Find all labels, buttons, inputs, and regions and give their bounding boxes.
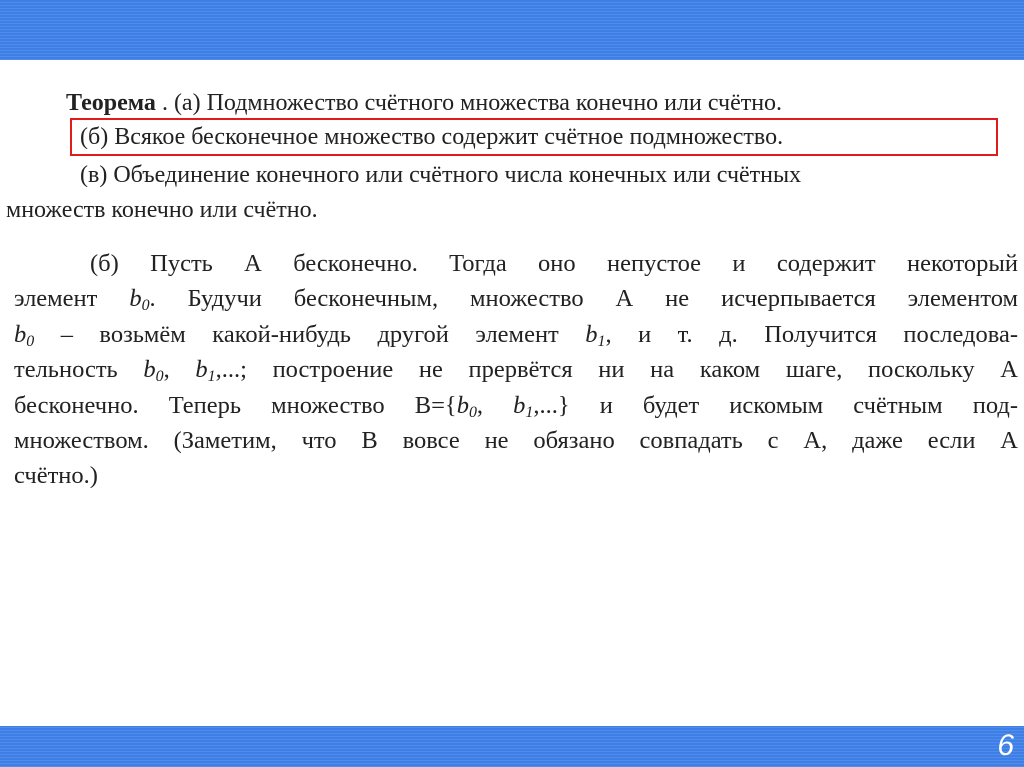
- theorem-part-v-line1: (в) Объединение конечного или счётного числа конечных или счётных: [80, 162, 802, 188]
- math-b1: $b_1$: [585, 320, 606, 350]
- proof-text: тельность: [14, 356, 144, 384]
- slide-number: 6: [997, 729, 1014, 762]
- proof-line-3: [14, 317, 1018, 352]
- math-b0: $b_0$: [14, 320, 35, 350]
- proof-text: – возьмём какой-нибудь другой элемент: [34, 320, 586, 348]
- top-banner: [0, 0, 1024, 60]
- theorem-label: Теорема: [66, 90, 156, 116]
- proof-text: бесконечно. Теперь множество В={: [14, 391, 457, 419]
- proof-text: , и т. д. Получится последова-: [605, 320, 1018, 348]
- theorem-line-a: [66, 88, 782, 118]
- math-b1: $b_1$: [513, 391, 534, 421]
- math-b1: $b_1$: [195, 356, 216, 386]
- proof-line-2: [14, 281, 1018, 316]
- proof-line-4: тельность $b_0$, $b_1$,...; построение не прервётся ни на каком шаге, поскольку А: [14, 356, 1018, 386]
- proof-text: . Будучи бесконечным, множество А не исчерпывается элементом: [149, 285, 1019, 313]
- proof-text: ,...; построение не прервётся ни на каком шаге, поскольку А: [215, 356, 1018, 384]
- theorem-part-b: (б) Всякое бесконечное множество содержит счётное подмножество.: [80, 124, 784, 150]
- math-b0: $b_0$: [456, 391, 477, 421]
- proof-line-7: счётно.): [14, 462, 98, 490]
- proof-text: элемент: [14, 285, 130, 313]
- math-b0: $b_0$: [143, 356, 164, 386]
- proof-line-6: множеством. (Заметим, что В вовсе не обязано совпадать с А, даже если А: [14, 427, 1018, 455]
- proof-text: ,...} и будет искомым счётным под-: [533, 391, 1019, 419]
- proof-paragraph: [14, 246, 1018, 494]
- theorem-part-a: . (а) Подмножество счётного множества конечно или счётно.: [155, 90, 783, 116]
- bottom-banner: [0, 726, 1024, 767]
- math-b0: $b_0$: [129, 285, 150, 315]
- proof-line-1: (б) Пусть А бесконечно. Тогда оно непустое и содержит некоторый: [90, 250, 1018, 277]
- theorem-part-v-line2: множеств конечно или счётно.: [6, 197, 318, 223]
- proof-line-5: бесконечно. Теперь множество $В=\{b_0$, $b_1$,...} и будет искомым счётным под-: [14, 391, 1019, 421]
